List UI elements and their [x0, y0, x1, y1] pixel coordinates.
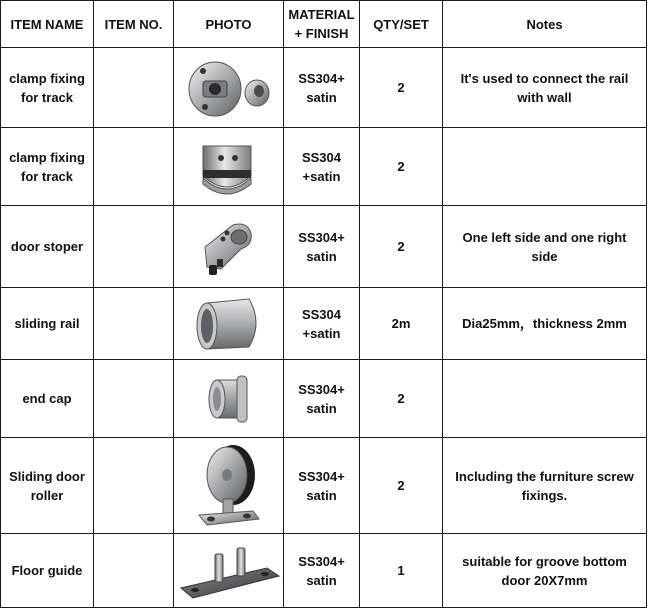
header-material-finish: MATERIAL + FINISH [284, 1, 360, 48]
table-row [1, 534, 647, 608]
item-name-cell: Floor guide [1, 534, 94, 608]
qty-cell: 2 [360, 48, 443, 128]
photo-cell [174, 360, 284, 438]
qty-cell: 2 [360, 128, 443, 206]
item-name-cell: Sliding door roller [1, 438, 94, 534]
table-row [1, 206, 647, 288]
material-cell: SS304+ satin [284, 48, 360, 128]
material-cell: SS304+ satin [284, 534, 360, 608]
qty-cell: 2 [360, 438, 443, 534]
material-cell: SS304+ satin [284, 438, 360, 534]
door-roller-wheel-icon [181, 441, 277, 531]
notes-cell: Dia25mm，thickness 2mm [443, 288, 647, 360]
photo-cell [174, 128, 284, 206]
qty-cell: 2 [360, 206, 443, 288]
header-item-name: ITEM NAME [1, 1, 94, 48]
notes-cell: Including the furniture screw fixings. [443, 438, 647, 534]
material-cell: SS304 +satin [284, 128, 360, 206]
header-qty-set: QTY/SET [360, 1, 443, 48]
item-name-cell: door stoper [1, 206, 94, 288]
header-photo: PHOTO [174, 1, 284, 48]
item-name-cell: end cap [1, 360, 94, 438]
item-no-cell [94, 288, 174, 360]
item-no-cell [94, 206, 174, 288]
qty-cell: 2 [360, 360, 443, 438]
header-row [1, 1, 647, 48]
item-no-cell [94, 534, 174, 608]
item-name-cell: clamp fixing for track [1, 48, 94, 128]
door-stopper-icon [181, 211, 277, 283]
header-notes: Notes [443, 1, 647, 48]
item-no-cell [94, 360, 174, 438]
clamp-fixing-half-round-icon [181, 132, 277, 202]
qty-cell: 1 [360, 534, 443, 608]
qty-cell: 2m [360, 288, 443, 360]
item-no-cell [94, 438, 174, 534]
clamp-fixing-round-icon [181, 53, 277, 123]
table-row [1, 128, 647, 206]
table-row [1, 288, 647, 360]
material-cell: SS304+ satin [284, 206, 360, 288]
photo-cell [174, 48, 284, 128]
notes-cell: suitable for groove bottom door 20X7mm [443, 534, 647, 608]
notes-cell [443, 360, 647, 438]
table-row [1, 438, 647, 534]
photo-cell [174, 288, 284, 360]
photo-cell [174, 438, 284, 534]
table-row [1, 48, 647, 128]
floor-guide-icon [177, 538, 283, 604]
notes-cell: One left side and one right side [443, 206, 647, 288]
sliding-rail-tube-icon [181, 293, 277, 355]
notes-cell [443, 128, 647, 206]
end-cap-icon [181, 366, 277, 432]
photo-cell [174, 534, 284, 608]
material-cell: SS304 +satin [284, 288, 360, 360]
item-name-cell: sliding rail [1, 288, 94, 360]
item-no-cell [94, 128, 174, 206]
header-item-no: ITEM NO. [94, 1, 174, 48]
table-row [1, 360, 647, 438]
material-cell: SS304+ satin [284, 360, 360, 438]
notes-cell: It's used to connect the rail with wall [443, 48, 647, 128]
item-name-cell: clamp fixing for track [1, 128, 94, 206]
item-no-cell [94, 48, 174, 128]
photo-cell [174, 206, 284, 288]
